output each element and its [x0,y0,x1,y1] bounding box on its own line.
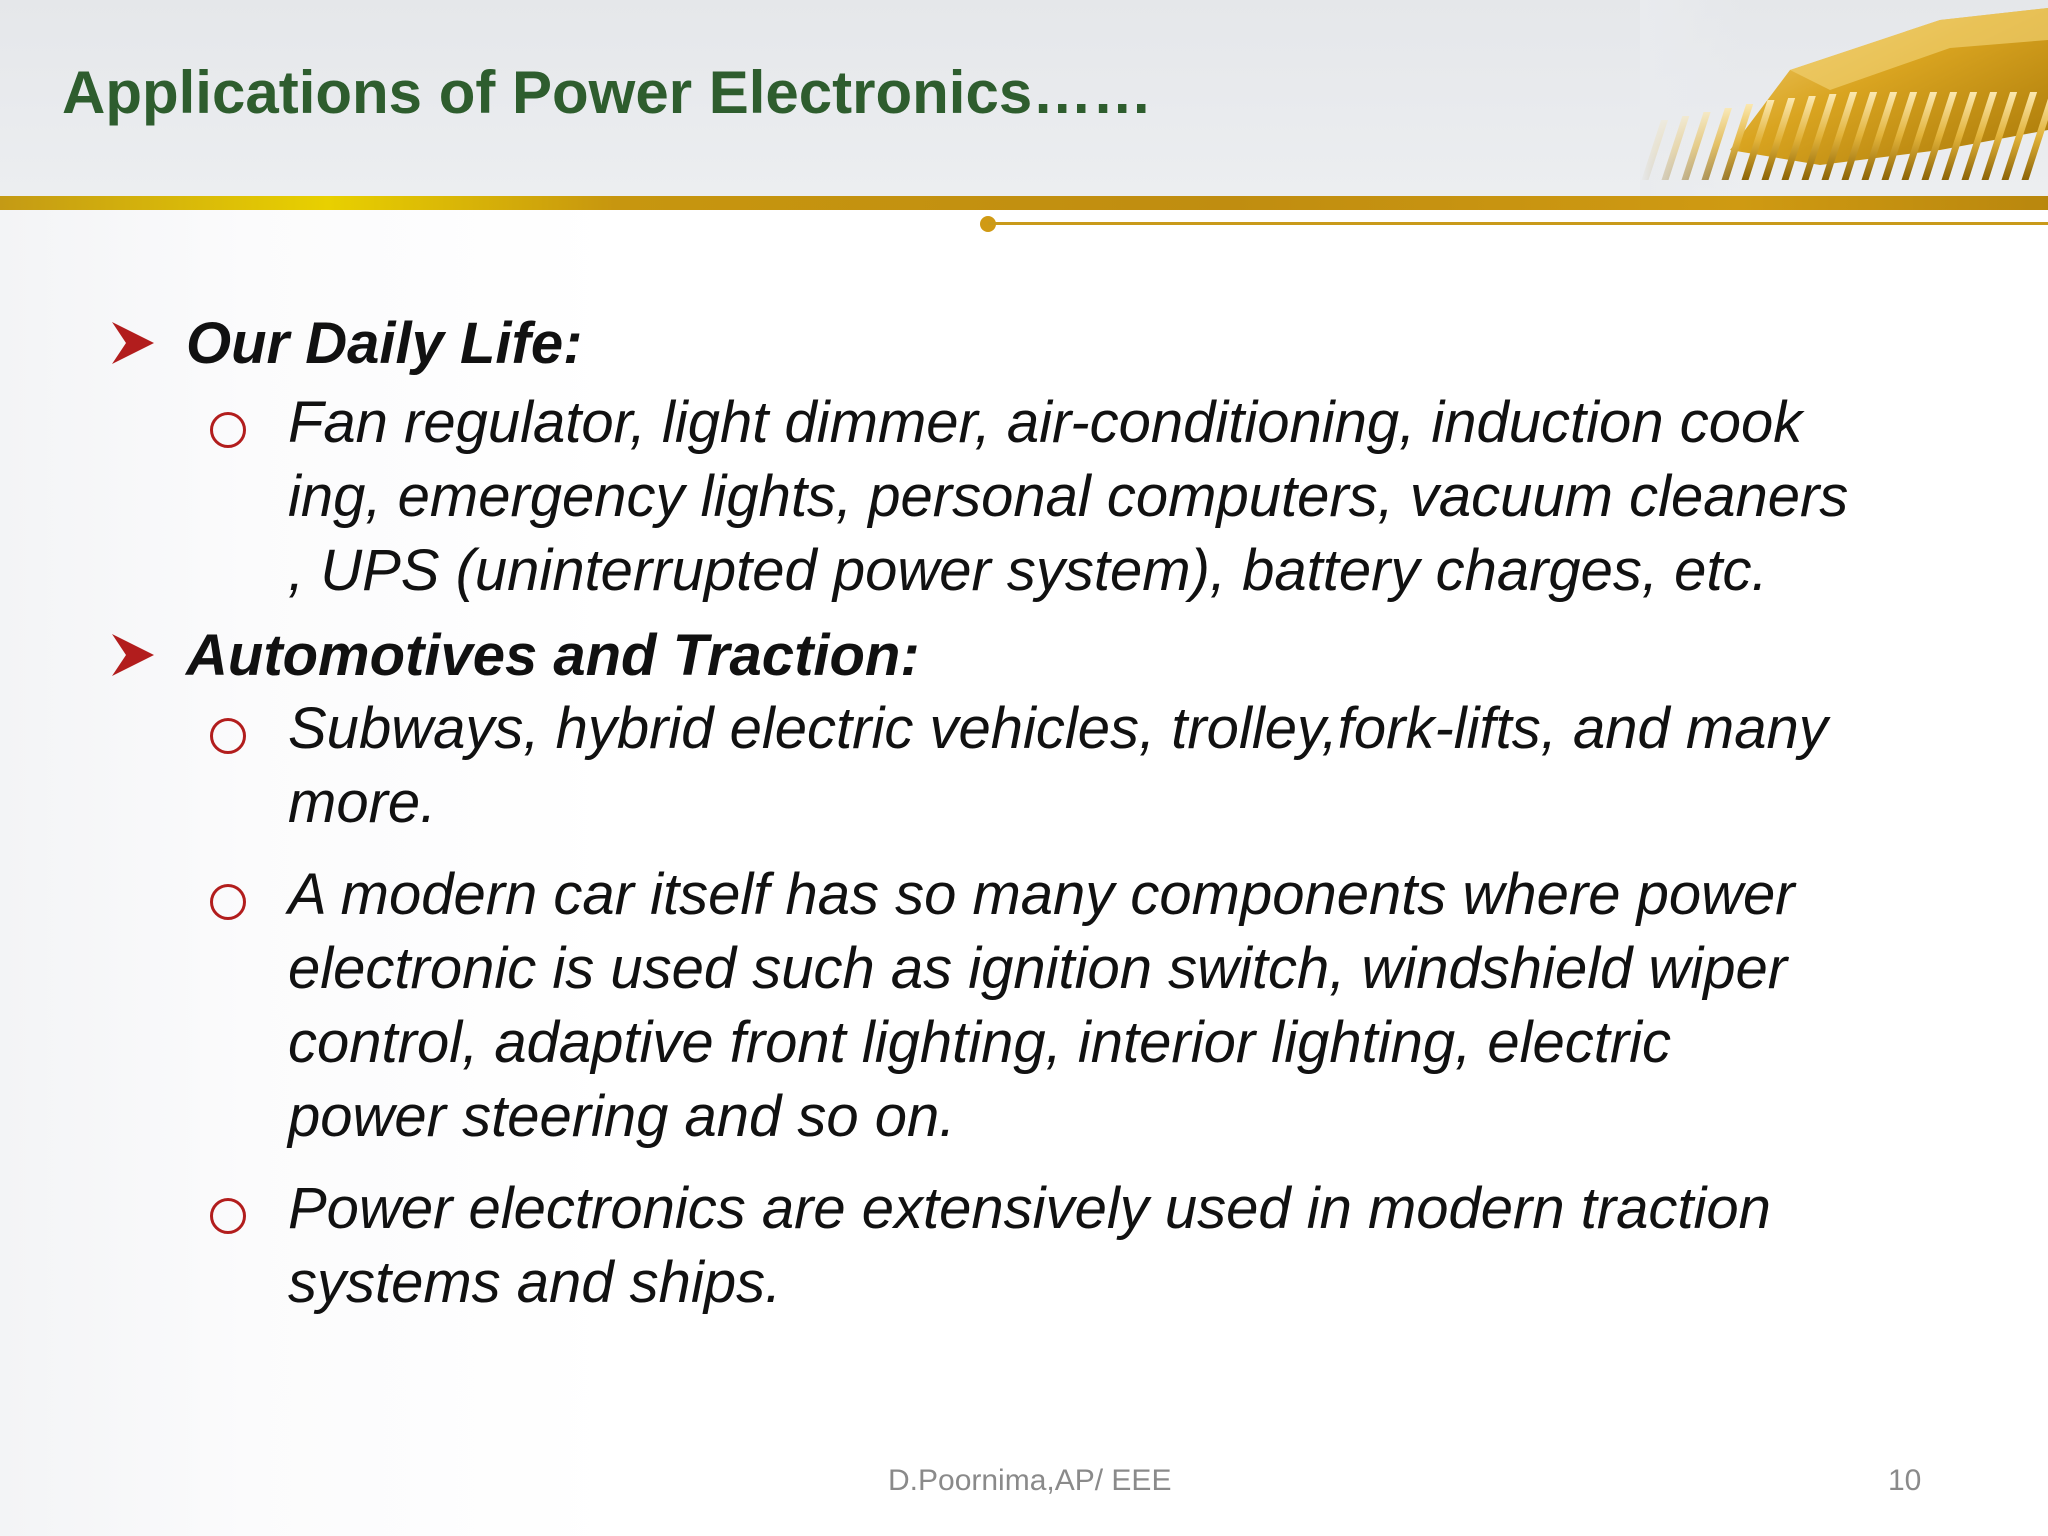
section-heading-text: Our Daily Life: [186,310,583,376]
section-heading-automotives [110,614,1970,696]
hollow-circle-bullet-icon [210,412,246,448]
hollow-circle-bullet-icon [210,884,246,920]
slide-title: Applications of Power Electronics…… [62,59,1153,126]
section-heading-text: Automotives and Traction: [186,622,920,688]
text-line: electronic is used such as ignition switch, windshield wiper [288,936,1788,1001]
text-line: Subways, hybrid electric vehicles, trolley,fork-lifts, and many [288,696,1828,761]
accent-line [988,222,2048,225]
hollow-circle-bullet-icon [210,1198,246,1234]
gold-circuit-pins-image [1640,0,2048,196]
text-line: power steering and so on. [288,1084,956,1149]
text-line: more. [288,770,437,835]
list-item [210,1172,1970,1320]
text-line: ing, emergency lights, personal computers, vacuum cleaners [288,464,1849,529]
hollow-circle-bullet-icon [210,718,246,754]
text-line: systems and ships. [288,1250,782,1315]
text-line: Fan regulator, light dimmer, air-conditioning, induction cook [288,390,1803,455]
list-item [210,858,1970,1154]
list-item [210,386,1970,608]
arrowhead-bullet-icon [110,320,156,366]
text-line: A modern car itself has so many components where power [288,862,1795,927]
text-line: , UPS (uninterrupted power system), battery charges, etc. [288,538,1768,603]
list-item [210,692,1970,840]
list-item-text [288,386,2048,608]
arrowhead-bullet-icon [110,632,156,678]
section-heading-daily-life [110,302,1970,384]
footer-author: D.Poornima,AP/ EEE [888,1464,1172,1497]
page-number: 10 [1888,1464,1922,1497]
header-gold-bar [0,196,2048,210]
list-item-text [288,858,2048,1154]
list-item-text [288,692,2048,840]
list-item-text [288,1172,2048,1320]
text-line: control, adaptive front lighting, interior lighting, electric [288,1010,1672,1075]
text-line: Power electronics are extensively used in modern traction [288,1176,1771,1241]
slide-body [110,302,1970,1338]
